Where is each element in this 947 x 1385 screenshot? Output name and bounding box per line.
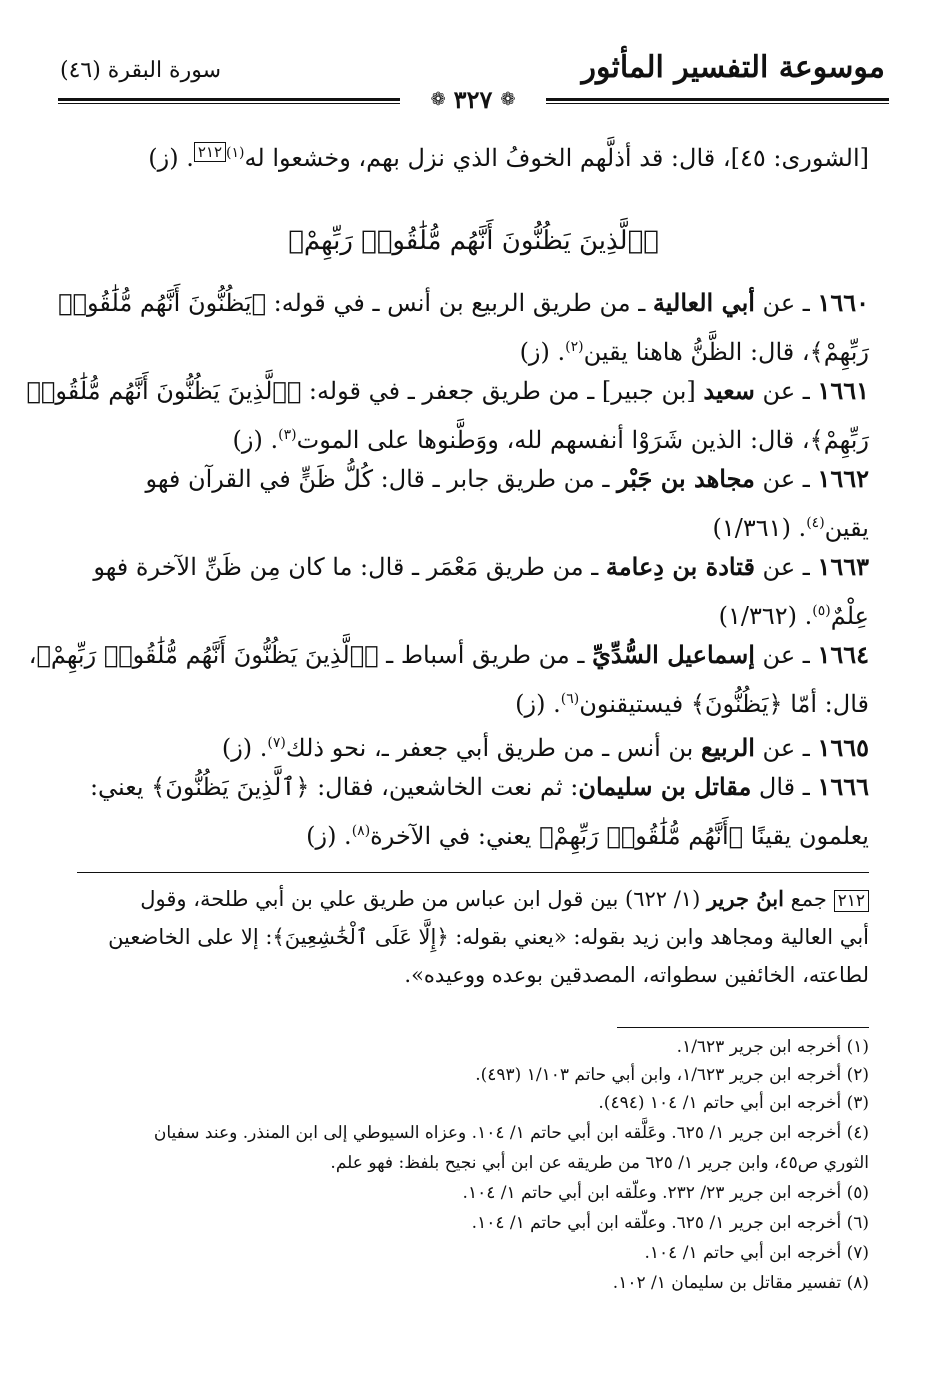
surah-reference: سورة البقرة (٤٦) — [60, 58, 222, 83]
entry-text: يعلمون يقينًا ﴿أَنَّهُم مُّلَٰقُوا۟ رَبِّهِمْ﴾ يعني: في الآخرة — [370, 822, 869, 850]
footnote-4-cont: الثوري ص٤٥، وابن جرير ١/ ٦٢٥ من طريقه عن ابن أبي نجيح بلفظ: فهو علم. — [330, 1153, 869, 1173]
entry-text: ـ من طريق مَعْمَر ـ قال: ما كان مِن ظَنِّ الآخرة فهو — [93, 553, 606, 581]
footnote-7: (٧) أخرجه ابن أبي حاتم ١/ ١٠٤. — [644, 1243, 869, 1263]
footnote-3: (٣) أخرجه ابن أبي حاتم ١/ ١٠٤ (٤٩٤). — [598, 1093, 869, 1113]
entry-1662-line1 — [70, 462, 869, 496]
narrator-name: إسماعيل السُّدِّيِّ — [592, 640, 755, 669]
page-number: ٣٢٧ — [453, 84, 493, 114]
entry-text: قال: أمّا ﴿يَظُنُّونَ﴾ فيستيقنون — [579, 690, 869, 718]
entry-tail: . (ز) — [515, 690, 561, 718]
entry-text: ـ عن — [754, 377, 818, 405]
entry-text: ـ عن — [754, 553, 818, 581]
footnotes-separator — [617, 1027, 869, 1028]
entry-number: ١٦٦٥ — [817, 733, 869, 762]
entry-tail: . (ز) — [306, 822, 352, 850]
entry-1663-line1 — [70, 550, 869, 584]
entry-1666-line1 — [70, 770, 869, 804]
entry-text: ـ عن — [754, 289, 818, 317]
entry-1664-line1 — [28, 638, 869, 672]
entry-tail: . (ز) — [232, 426, 279, 454]
commentary-ref[interactable]: ٢١٢ — [194, 142, 226, 162]
entry-text: بن أنس ـ من طريق أبي جعفر ـ، نحو ذلك — [285, 734, 701, 762]
entry-1660-line2 — [70, 330, 869, 369]
entry-1661-line1 — [26, 374, 869, 408]
footnote-5: (٥) أخرجه ابن جرير ٢٣/ ٢٣٢. وعلّقه ابن أبي حاتم ١/ ١٠٤. — [462, 1183, 869, 1203]
commentary-ref-box[interactable]: ٢١٢ — [834, 890, 869, 912]
footnote-marker[interactable]: (٨) — [351, 823, 371, 839]
page-number-box — [400, 86, 546, 112]
narrator-name: سعيد — [703, 376, 755, 405]
entry-tail: . (ز) — [519, 338, 566, 366]
commentary-author: ابنُ جرير — [706, 886, 784, 911]
entry-number: ١٦٦٠ — [817, 288, 869, 317]
entry-text: ـ من طريق الربيع بن أنس ـ في قوله: ﴿يَظُنُّونَ أَنَّهُم مُّلَٰقُوا۟ — [58, 289, 653, 317]
footnote-marker[interactable]: (٦) — [560, 691, 580, 707]
footnote-marker[interactable]: (٧) — [267, 735, 286, 751]
entry-number: ١٦٦٤ — [817, 640, 869, 669]
entry-text: ـ من طريق أسباط ـ ﴿ٱلَّذِينَ يَظُنُّونَ أَنَّهُم مُّلَٰقُوا۟ رَبِّهِمْ﴾، — [28, 641, 593, 669]
entry-text: [بن جبير] ـ من طريق جعفر ـ في قوله: ﴿ٱلَّذِينَ يَظُنُّونَ أَنَّهُم مُّلَٰقُوا۟ — [26, 377, 704, 405]
intro-line — [70, 136, 869, 175]
narrator-name: أبي العالية — [652, 288, 755, 317]
commentary-line1 — [70, 880, 869, 918]
entry-text: ـ عن — [754, 734, 818, 762]
entry-1664-line2 — [70, 682, 869, 721]
footnote-marker[interactable]: (١) — [226, 145, 245, 161]
entry-text: ـ من طريق جابر ـ قال: كُلُّ ظَنٍّ في القرآن فهو — [145, 465, 618, 493]
entry-text: عِلْمٌ — [830, 602, 869, 630]
entry-1662-line2 — [70, 506, 869, 545]
entry-text: يقين — [824, 514, 869, 542]
commentary-line2: أبي العالية ومجاهد وابن زيد بقوله: «يعني بقوله: ﴿إِلَّا عَلَى ٱلْخَٰشِعِينَ﴾: إلا على الخاضعين — [108, 925, 869, 949]
footnote-2: (٢) أخرجه ابن جرير ١/٦٢٣، وابن أبي حاتم ١/١٠٣ (٤٩٣). — [475, 1065, 869, 1085]
footnote-6: (٦) أخرجه ابن جرير ١/ ٦٢٥. وعلّقه ابن أبي حاتم ١/ ١٠٤. — [471, 1213, 869, 1233]
commentary-line3: لطاعته، الخائفين سطواته، المصدقين بوعده ووعيده». — [404, 963, 869, 987]
commentary-text: (١/ ٦٢٢) بين قول ابن عباس من طريق علي بن أبي طلحة، وقول — [140, 887, 707, 911]
footnote-1: (١) أخرجه ابن جرير ١/٦٢٣. — [676, 1037, 869, 1057]
entry-tail: . (١/٣٦١) — [712, 514, 807, 542]
ornament-icon: ❁ — [430, 88, 446, 110]
footnote-marker[interactable]: (٥) — [812, 603, 831, 619]
commentary-text: جمع — [783, 887, 834, 911]
entry-number: ١٦٦٦ — [817, 772, 869, 801]
entry-text: ـ قال — [751, 773, 818, 801]
entry-1665-line1 — [70, 726, 869, 765]
narrator-name: قتادة بن دِعامة — [605, 552, 755, 581]
entry-number: ١٦٦٢ — [817, 464, 869, 493]
entry-text: ـ عن — [754, 641, 818, 669]
commentary-separator — [77, 872, 869, 873]
narrator-name: الربيع — [701, 733, 755, 762]
intro-tail: . (ز) — [148, 144, 194, 172]
entry-tail: . (ز) — [221, 734, 268, 762]
footnote-marker[interactable]: (٤) — [806, 515, 825, 531]
entry-tail: . (١/٣٦٢) — [718, 602, 813, 630]
entry-1661-line2 — [70, 418, 869, 457]
entry-number: ١٦٦٣ — [817, 552, 869, 581]
entry-text: رَبِّهِمْ﴾، قال: الظَّنُّ هاهنا يقين — [583, 338, 869, 366]
ornament-icon: ❁ — [500, 88, 516, 110]
verse-heading: ﴿ٱلَّذِينَ يَظُنُّونَ أَنَّهُم مُّلَٰقُوا۟ رَبِّهِمْ﴾ — [288, 226, 659, 256]
entry-1666-line2 — [70, 814, 869, 853]
intro-text: [الشورى: ٤٥]، قال: قد أذلَّهم الخوفُ الذي نزل بهم، وخشعوا له — [244, 144, 869, 172]
footnote-4: (٤) أخرجه ابن جرير ١/ ٦٢٥. وعَلَّقه ابن أبي حاتم ١/ ١٠٤. وعزاه السيوطي إلى ابن المنذر. وعند سفيان — [153, 1123, 869, 1143]
footnote-8: (٨) تفسير مقاتل بن سليمان ١/ ١٠٢. — [612, 1273, 869, 1293]
entry-number: ١٦٦١ — [817, 376, 869, 405]
entry-text: رَبِّهِمْ﴾، قال: الذين شَرَوْا أنفسهم لله، ووَطَّنوها على الموت — [296, 426, 869, 454]
narrator-name: مقاتل بن سليمان — [578, 772, 752, 801]
footnote-marker[interactable]: (٢) — [565, 339, 584, 355]
entry-text: ـ عن — [754, 465, 818, 493]
entry-text: : ثم نعت الخاشعين، فقال: ﴿ٱلَّذِينَ يَظُنُّونَ﴾ يعني: — [89, 773, 579, 801]
entry-1660-line1 — [58, 286, 869, 320]
book-title: موسوعة التفسير المأثور — [581, 50, 885, 85]
footnote-marker[interactable]: (٣) — [278, 427, 297, 443]
entry-1663-line2 — [70, 594, 869, 633]
narrator-name: مجاهد بن جَبْر — [617, 464, 755, 493]
